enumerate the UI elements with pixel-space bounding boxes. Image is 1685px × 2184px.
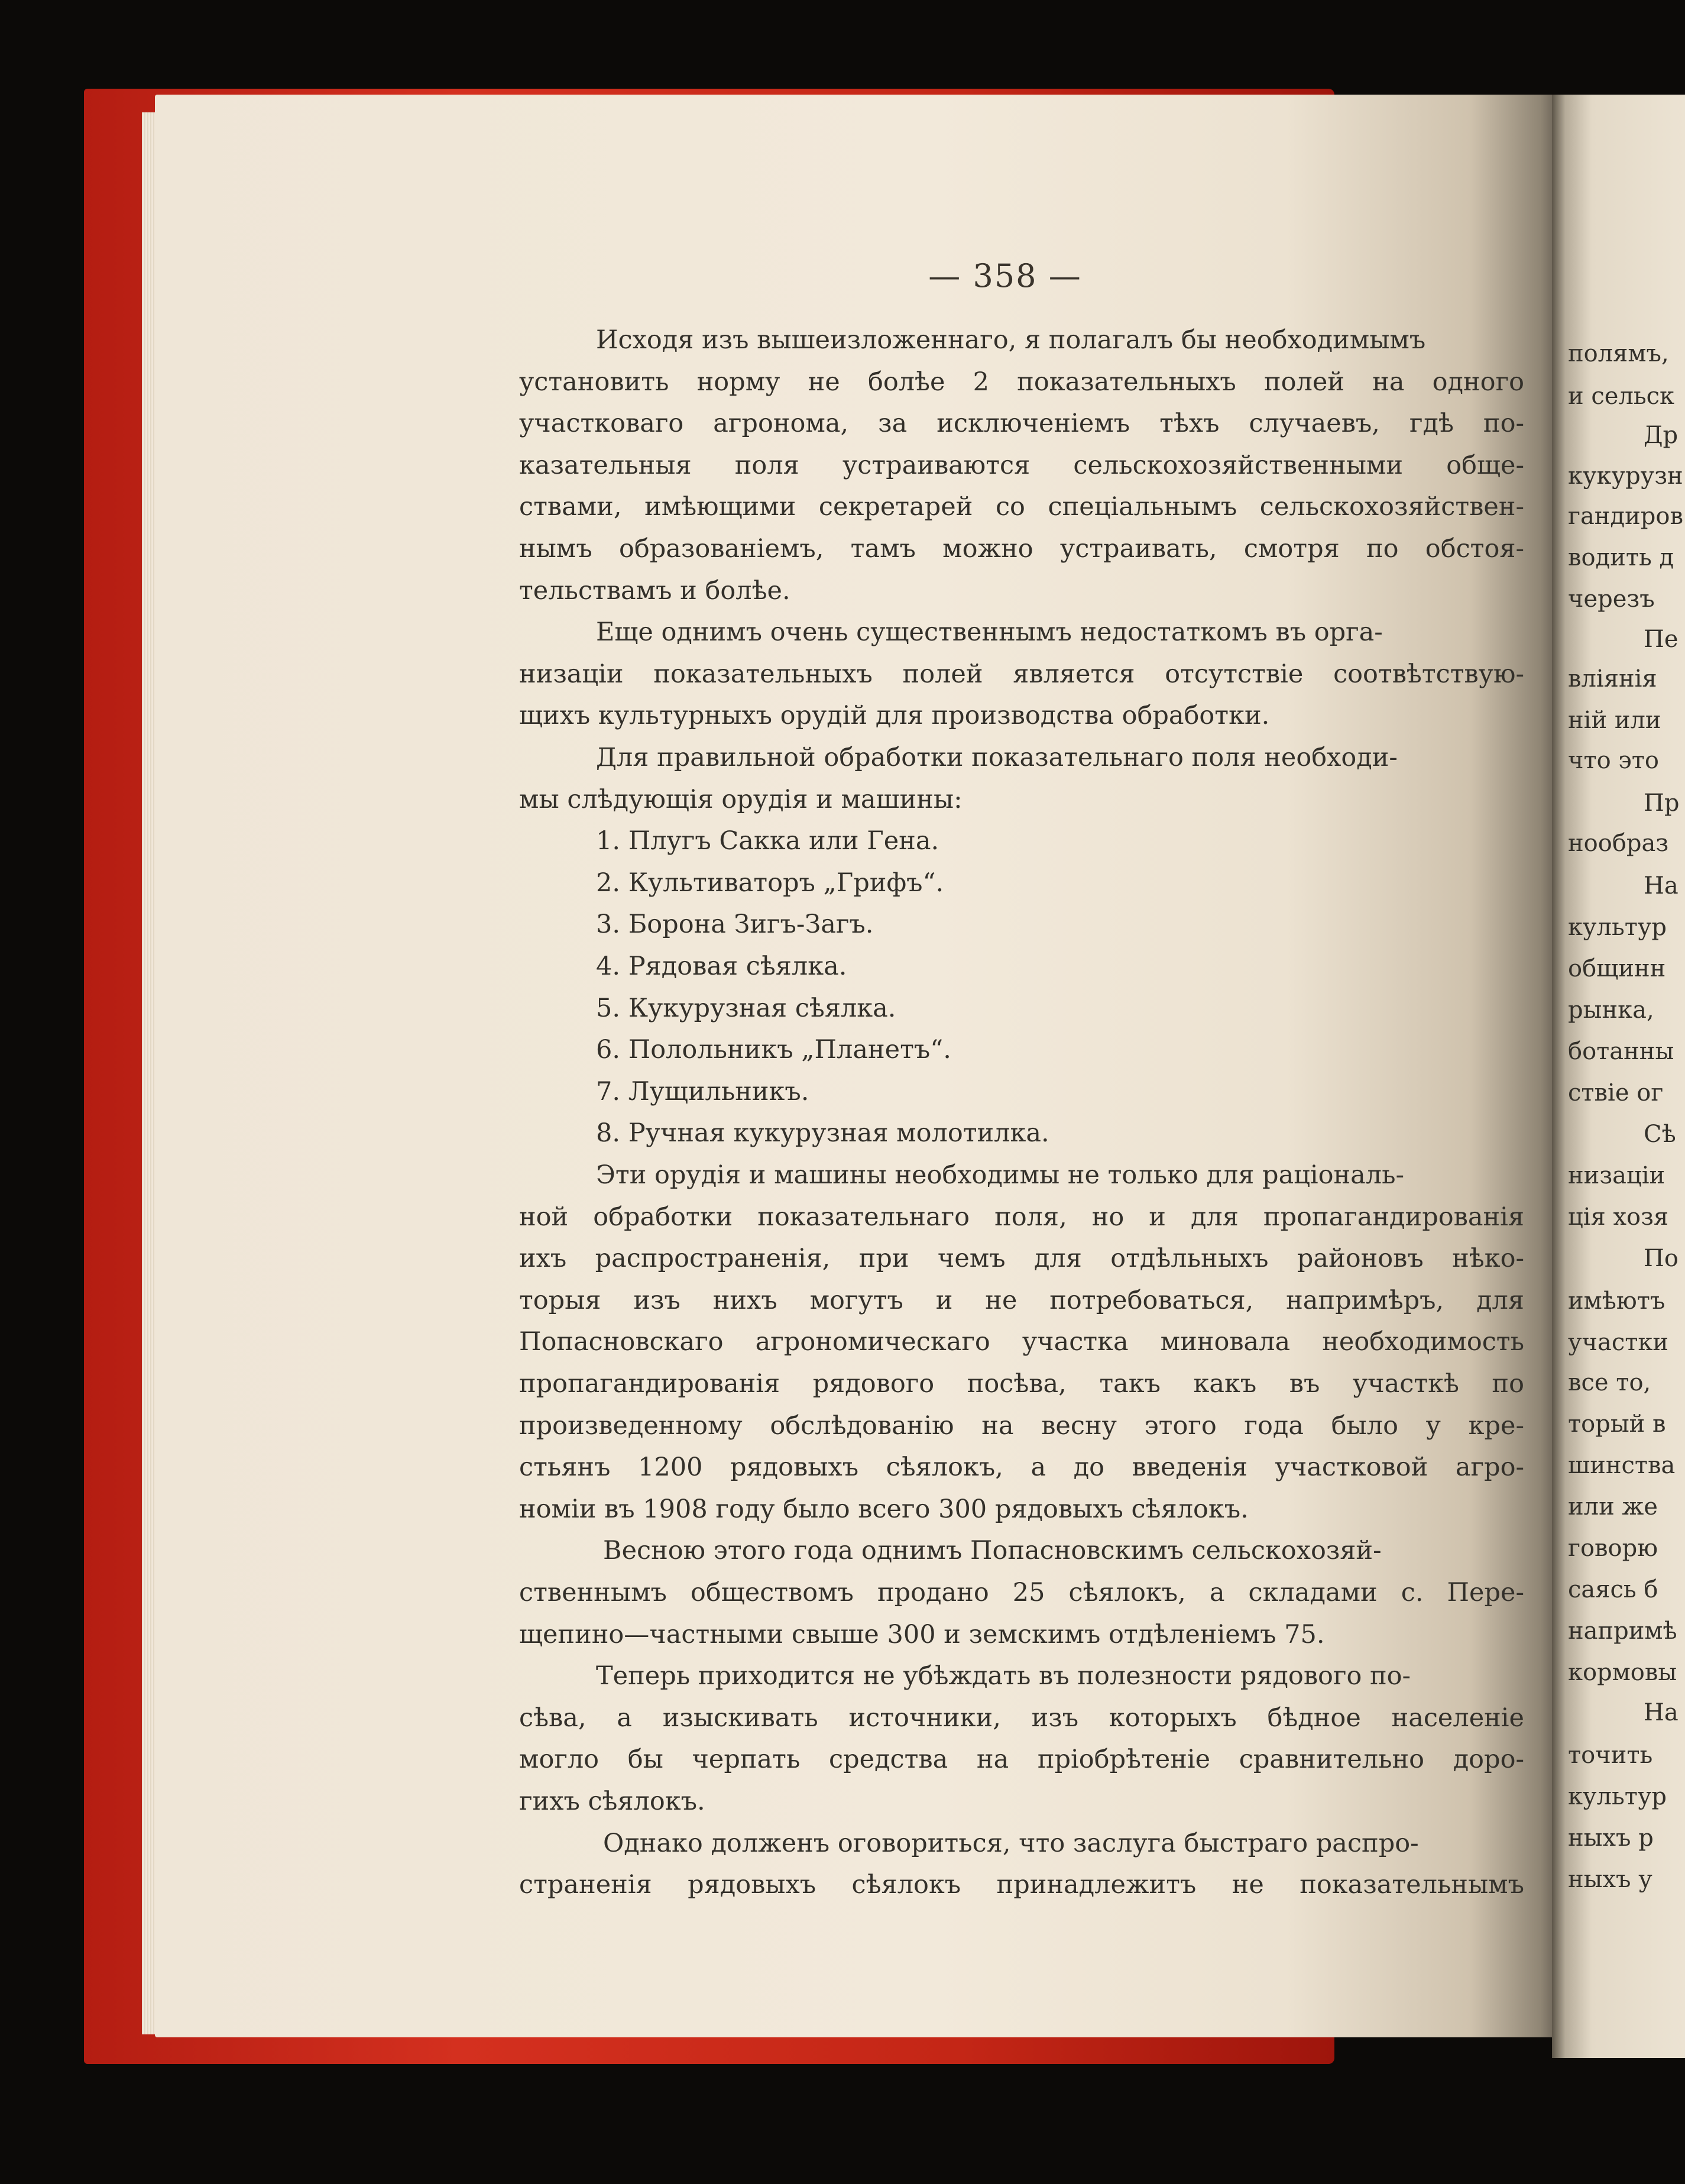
next-page-fragment: точить xyxy=(1568,1742,1653,1769)
next-page-fragment: водить д xyxy=(1568,544,1674,571)
next-page-fragment: ція хозя xyxy=(1568,1203,1669,1231)
text-line: торыя изъ нихъ могутъ и не потребоваться, напримѣръ, для xyxy=(519,1286,1524,1315)
next-page-fragment: торый в xyxy=(1568,1410,1666,1438)
next-page-fragment: рынка, xyxy=(1568,996,1654,1024)
text-line: Попасновскаго агрономическаго участка миновала необходимость xyxy=(519,1327,1524,1357)
next-page-fragment: гандиров xyxy=(1568,503,1683,530)
text-line: низаціи показательныхъ полей является отсутствіе соотвѣтствую- xyxy=(519,659,1524,689)
text-line: Эти орудія и машины необходимы не только для раціональ- xyxy=(596,1160,1405,1190)
text-line: 6. Полольникъ „Планетъ“. xyxy=(596,1035,951,1065)
text-line: 5. Кукурузная сѣялка. xyxy=(596,994,896,1023)
text-line: могло бы черпать средства на пріобрѣтеніе сравнительно доро- xyxy=(519,1745,1524,1774)
text-line: ихъ распространенія, при чемъ для отдѣльныхъ районовъ нѣко- xyxy=(519,1244,1524,1273)
text-line: Еще однимъ очень существеннымъ недостаткомъ въ орга- xyxy=(596,617,1383,647)
next-page-fragment: ныхъ у xyxy=(1568,1866,1652,1893)
text-line: стьянъ 1200 рядовыхъ сѣялокъ, а до введенія участковой агро- xyxy=(519,1452,1524,1482)
next-page-fragment: ствіе ог xyxy=(1568,1079,1664,1106)
next-page-fragment: шинства xyxy=(1568,1452,1676,1479)
next-page-fragment: кукурузн xyxy=(1568,462,1683,490)
next-page-fragment: кормовы xyxy=(1568,1659,1677,1686)
next-page-fragment: Пе xyxy=(1644,626,1678,653)
text-line: сѣва, а изыскивать источники, изъ которыхъ бѣдное населеніе xyxy=(519,1703,1524,1733)
next-page-fragment: черезъ xyxy=(1568,585,1655,613)
next-page-fragment: или же xyxy=(1568,1493,1658,1520)
text-line: 7. Лущильникъ. xyxy=(596,1077,809,1106)
text-line: 4. Рядовая сѣялка. xyxy=(596,952,847,981)
text-line: участковаго агронома, за исключеніемъ тѣхъ случаевъ, гдѣ по- xyxy=(519,409,1524,438)
text-line: тельствамъ и болѣе. xyxy=(519,576,790,606)
next-page-fragment: нообраз xyxy=(1568,830,1669,857)
text-line: мы слѣдующія орудія и машины: xyxy=(519,785,963,814)
text-line: 8. Ручная кукурузная молотилка. xyxy=(596,1118,1049,1148)
next-page-fragment: культур xyxy=(1568,1783,1667,1810)
next-page-fragment: напримѣ xyxy=(1568,1617,1677,1645)
next-page-fragment: ній или xyxy=(1568,707,1661,734)
next-page-fragment: участки xyxy=(1568,1329,1669,1356)
next-page-fragment: что это xyxy=(1568,747,1659,774)
next-page-fragment: культур xyxy=(1568,914,1667,941)
text-line: страненія рядовыхъ сѣялокъ принадлежитъ не показательнымъ xyxy=(519,1870,1524,1900)
next-page-fragment: низаціи xyxy=(1568,1162,1665,1189)
text-line: Весною этого года однимъ Попасновскимъ сельскохозяй- xyxy=(603,1536,1382,1565)
next-page-fragment: ботанны xyxy=(1568,1038,1674,1065)
text-line: щихъ культурныхъ орудій для производства обработки. xyxy=(519,701,1270,730)
next-page-fragment: полямъ, xyxy=(1568,340,1669,367)
next-page-fragment: Др xyxy=(1644,422,1678,449)
text-line: пропагандированія рядового посѣва, такъ какъ въ участкѣ по xyxy=(519,1369,1524,1399)
next-page-fragment: вліянія xyxy=(1568,665,1657,693)
next-page-fragment: все то, xyxy=(1568,1369,1651,1396)
next-page-fragment: По xyxy=(1644,1245,1678,1272)
next-page-fragment: общинн xyxy=(1568,955,1666,982)
next-page-fragment: саясь б xyxy=(1568,1576,1658,1603)
text-line: казательныя поля устраиваются сельскохозяйственными обще- xyxy=(519,451,1524,480)
next-page-fragment: имѣютъ xyxy=(1568,1287,1665,1315)
text-line: Для правильной обработки показательнаго поля необходи- xyxy=(596,743,1398,772)
text-line: Теперь приходится не убѣждать въ полезности рядового по- xyxy=(596,1661,1411,1691)
text-line: установить норму не болѣе 2 показательныхъ полей на одного xyxy=(519,367,1524,397)
text-line: произведенному обслѣдованію на весну этого года было у кре- xyxy=(519,1411,1524,1441)
text-line: нымъ образованіемъ, тамъ можно устраивать, смотря по обстоя- xyxy=(519,534,1524,564)
next-page-fragment: говорю xyxy=(1568,1535,1658,1562)
text-line: Исходя изъ вышеизложеннаго, я полагалъ бы необходимымъ xyxy=(596,325,1426,355)
next-page-fragment: Сѣ xyxy=(1644,1121,1676,1148)
next-page-fragment: На xyxy=(1644,872,1678,900)
text-line: гихъ сѣялокъ. xyxy=(519,1787,705,1816)
next-page-fragment: ныхъ р xyxy=(1568,1824,1654,1852)
text-line: 3. Борона Зигъ-Загъ. xyxy=(596,910,874,939)
page-number: — 358 — xyxy=(928,257,1082,295)
text-line: Однако долженъ оговориться, что заслуга быстраго распро- xyxy=(603,1829,1419,1858)
next-page-fragment: На xyxy=(1644,1699,1678,1726)
text-line: 2. Культиваторъ „Грифъ“. xyxy=(596,868,944,898)
text-line: номіи въ 1908 году было всего 300 рядовыхъ сѣялокъ. xyxy=(519,1494,1249,1524)
text-line: 1. Плугъ Сакка или Гена. xyxy=(596,826,939,856)
text-line: щепино—частными свыше 300 и земскимъ отдѣленіемъ 75. xyxy=(519,1620,1325,1649)
text-line: ствами, имѣющими секретарей со спеціальнымъ сельскохозяйствен- xyxy=(519,492,1524,522)
text-line: ственнымъ обществомъ продано 25 сѣялокъ, а складами с. Пере- xyxy=(519,1578,1524,1607)
next-page-fragment: Пр xyxy=(1644,790,1680,817)
text-line: ной обработки показательнаго поля, но и для пропагандированія xyxy=(519,1202,1524,1232)
next-page-fragment: и сельск xyxy=(1568,383,1675,410)
